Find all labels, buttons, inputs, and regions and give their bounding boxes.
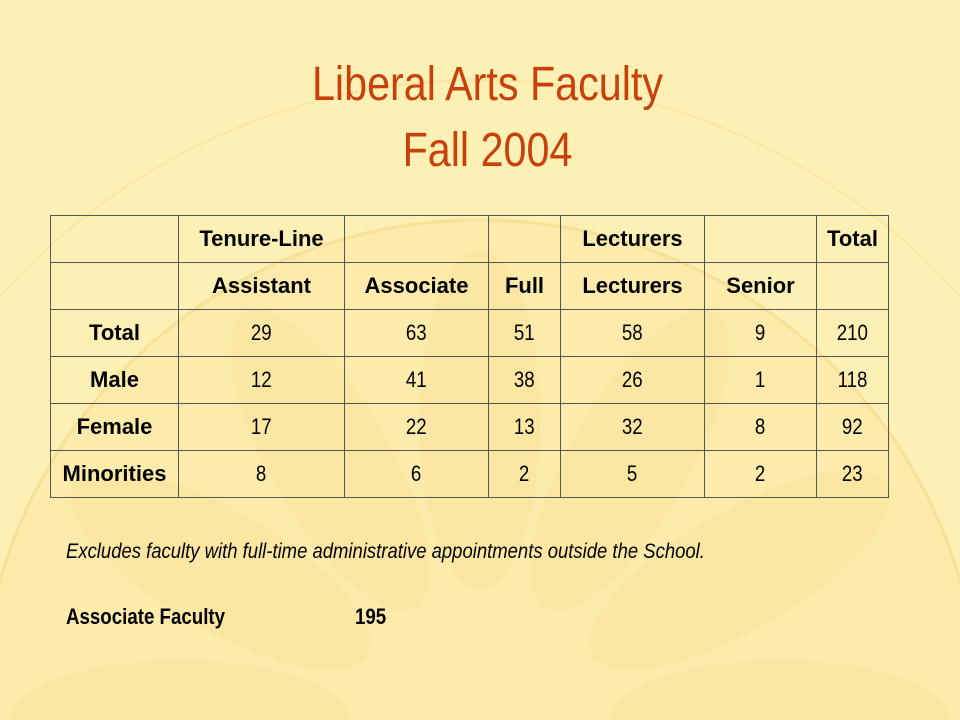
- page-title: [68, 52, 907, 184]
- table-row: [51, 357, 889, 404]
- table-cell: 5: [561, 451, 705, 498]
- row-label: Male: [51, 357, 179, 404]
- row-label: Female: [51, 404, 179, 451]
- row-label: Minorities: [51, 451, 179, 498]
- header-empty-cell: [705, 216, 817, 263]
- table-cell: 6: [345, 451, 489, 498]
- header-assistant: Assistant: [179, 263, 345, 310]
- associate-faculty-label: Associate Faculty: [66, 604, 226, 629]
- table-cell: 9: [705, 310, 817, 357]
- header-empty-cell: [51, 216, 179, 263]
- table-cell: 8: [705, 404, 817, 451]
- table-cell: 26: [561, 357, 705, 404]
- header-associate: Associate: [345, 263, 489, 310]
- group-header-row: [51, 216, 889, 263]
- table-cell: 13: [489, 404, 561, 451]
- table-cell: 210: [817, 310, 889, 357]
- header-lecturers: Lecturers: [561, 263, 705, 310]
- table-cell: 63: [345, 310, 489, 357]
- table-cell: 58: [561, 310, 705, 357]
- table-cell: 1: [705, 357, 817, 404]
- table-row: [51, 451, 889, 498]
- associate-faculty-value: 195: [355, 604, 387, 629]
- header-lecturers-group: Lecturers: [561, 216, 705, 263]
- header-senior: Senior: [705, 263, 817, 310]
- table-cell: 118: [817, 357, 889, 404]
- sub-header-row: [51, 263, 889, 310]
- header-empty-cell: [817, 263, 889, 310]
- header-empty-cell: [489, 216, 561, 263]
- header-empty-cell: [51, 263, 179, 310]
- table-cell: 32: [561, 404, 705, 451]
- table-cell: 51: [489, 310, 561, 357]
- table-cell: 41: [345, 357, 489, 404]
- table-cell: 8: [179, 451, 345, 498]
- header-total: Total: [817, 216, 889, 263]
- table-row: [51, 310, 889, 357]
- header-full: Full: [489, 263, 561, 310]
- header-tenure-line: Tenure-Line: [179, 216, 345, 263]
- table-cell: 23: [817, 451, 889, 498]
- table-cell: 38: [489, 357, 561, 404]
- row-label: Total: [51, 310, 179, 357]
- header-empty-cell: [345, 216, 489, 263]
- faculty-table: [50, 215, 889, 498]
- title-line-1: Liberal Arts Faculty: [311, 58, 664, 111]
- table-cell: 17: [179, 404, 345, 451]
- table-cell: 12: [179, 357, 345, 404]
- table-row: [51, 404, 889, 451]
- table-cell: 2: [705, 451, 817, 498]
- table-cell: 22: [345, 404, 489, 451]
- table-cell: 29: [179, 310, 345, 357]
- footnote: Excludes faculty with full-time administrative appointments outside the School.: [66, 540, 705, 563]
- table-cell: 2: [489, 451, 561, 498]
- title-line-2: Fall 2004: [402, 124, 573, 177]
- table-cell: 92: [817, 404, 889, 451]
